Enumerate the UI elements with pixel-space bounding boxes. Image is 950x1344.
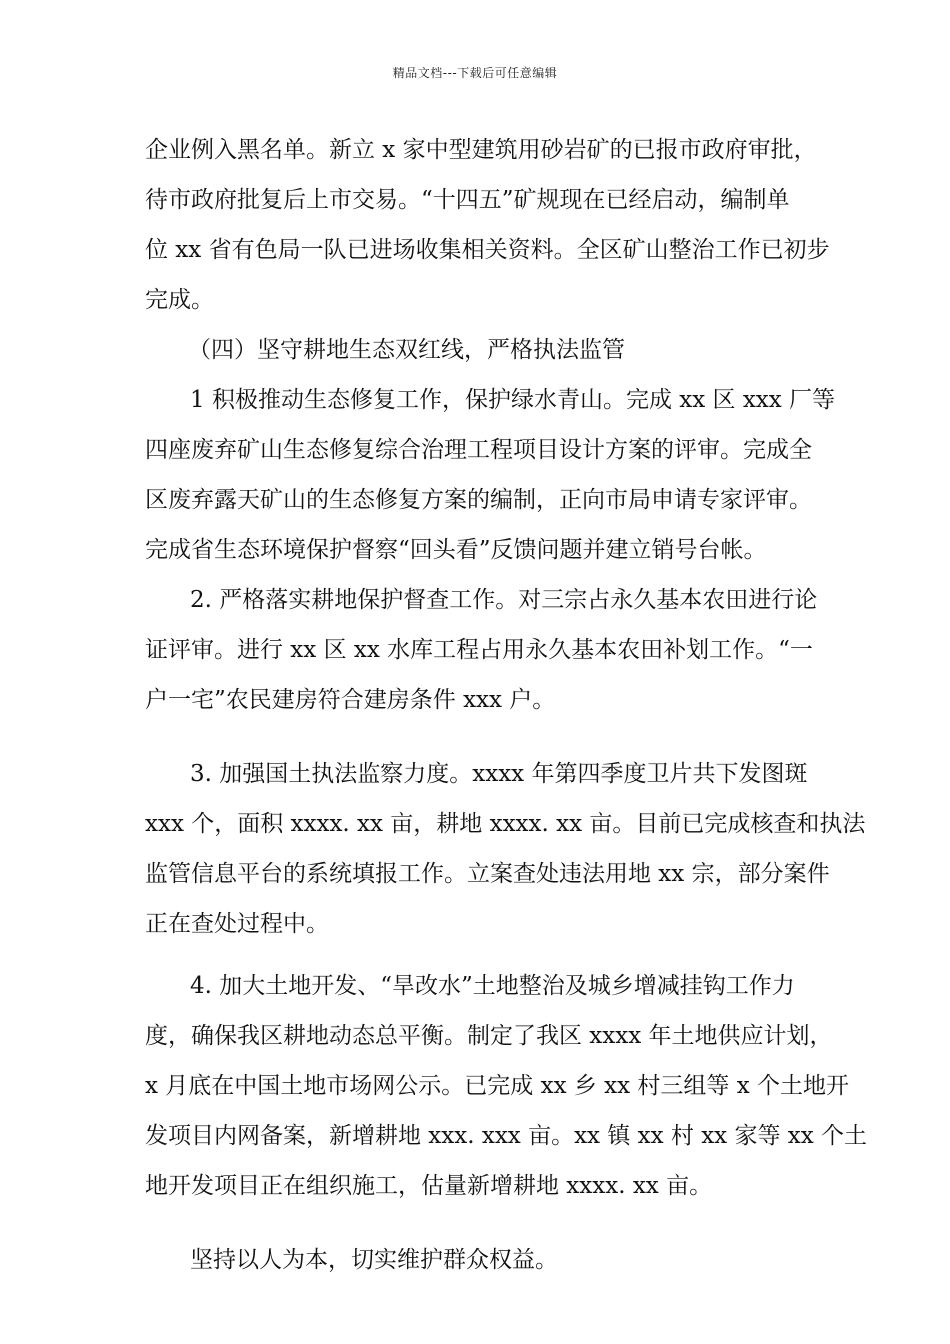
text-line: 地开发项目正在组织施工，估量新增耕地 xxxx. xx 亩。 — [145, 1173, 713, 1199]
text-line: 度，确保我区耕地动态总平衡。制定了我区 xxxx 年土地供应计划， — [145, 1023, 833, 1049]
text-line: 证评审。进行 xx 区 xx 水库工程占用永久基本农田补划工作。“一 — [145, 637, 813, 663]
text-line: 4. 加大土地开发、“旱改水”土地整治及城乡增减挂钩工作力 — [190, 973, 795, 999]
text-line: 3. 加强国土执法监察力度。xxxx 年第四季度卫片共下发图斑 — [190, 761, 808, 787]
text-line: 坚持以人为本，切实维护群众权益。 — [190, 1247, 558, 1273]
text-line: 完成省生态环境保护督察“回头看”反馈问题并建立销号台帐。 — [145, 537, 767, 563]
text-line: 待市政府批复后上市交易。“十四五”矿规现在已经启动，编制单 — [145, 187, 790, 213]
text-line: 区废弃露天矿山的生态修复方案的编制，正向市局申请专家评审。 — [145, 487, 812, 513]
text-line: 监管信息平台的系统填报工作。立案查处违法用地 xx 宗，部分案件 — [145, 861, 830, 887]
section-heading: （四）坚守耕地生态双红线，严格执法监管 — [188, 337, 625, 363]
text-line: 完成。 — [145, 287, 214, 313]
text-line: 1 积极推动生态修复工作，保护绿水青山。完成 xx 区 xxx 厂等 — [190, 387, 836, 413]
text-line: 户一宅”农民建房符合建房条件 xxx 户。 — [145, 687, 556, 713]
text-line: 企业例入黑名单。新立 x 家中型建筑用砂岩矿的已报市政府审批， — [145, 137, 817, 163]
page-header: 精品文档---下载后可任意编辑 — [392, 66, 558, 80]
text-line: 四座废弃矿山生态修复综合治理工程项目设计方案的评审。完成全 — [145, 437, 812, 463]
text-line: x 月底在中国土地市场网公示。已完成 xx 乡 xx 村三组等 x 个土地开 — [145, 1073, 850, 1099]
text-line: 正在查处过程中。 — [145, 911, 329, 937]
text-line: xxx 个，面积 xxxx. xx 亩，耕地 xxxx. xx 亩。目前已完成核查和执法 — [145, 811, 866, 837]
text-line: 发项目内网备案，新增耕地 xxx. xxx 亩。xx 镇 xx 村 xx 家等 xx 个土 — [145, 1123, 868, 1149]
text-line: 位 xx 省有色局一队已进场收集相关资料。全区矿山整治工作已初步 — [145, 237, 830, 263]
text-line: 2. 严格落实耕地保护督查工作。对三宗占永久基本农田进行论 — [190, 587, 818, 613]
